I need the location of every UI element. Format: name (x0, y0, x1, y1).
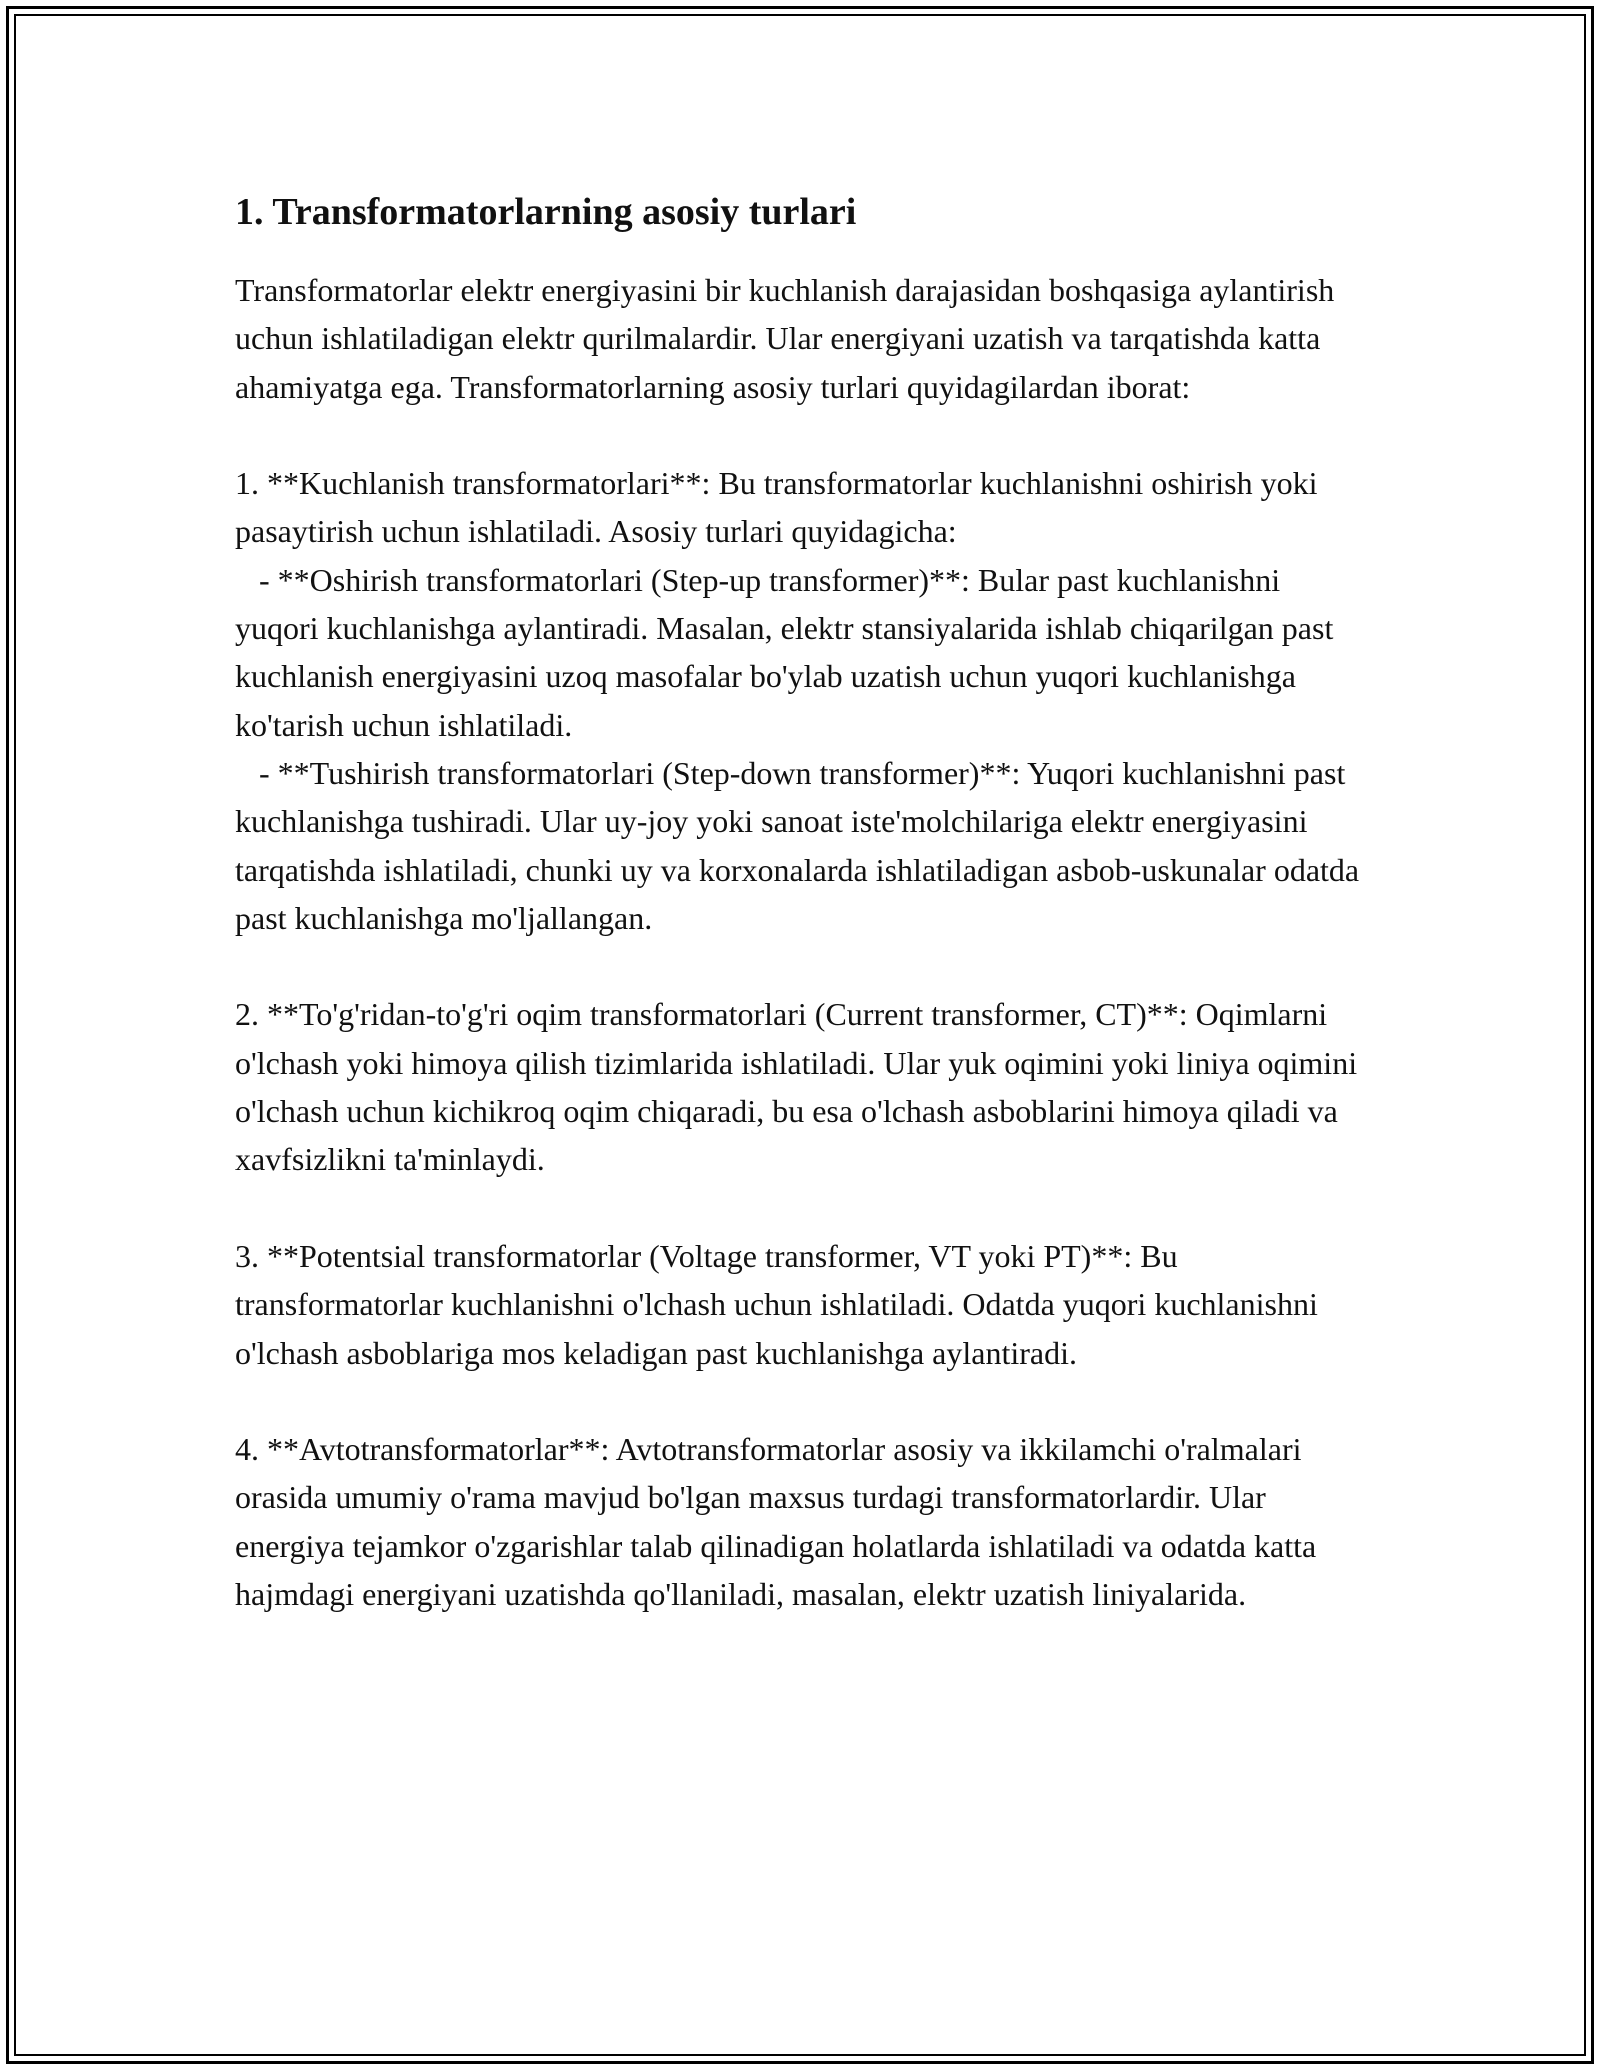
body-paragraph: Transformatorlar elektr energiyasini bir kuchlanish darajasidan boshqasiga aylantirish uchun ishlatiladigan elektr qurilmalardir. Ular energiyani uzatish va tarqatishda katta ahamiyatga ega. Transformatorlarning asosiy turlari quyidagilardan iborat: 1. **Kuchlanish transformatorlari**: Bu transformatorlar kuchlanishni oshirish yoki pasaytirish uchun ishlatiladi. Asosiy turlari quyidagicha: - **Oshirish transformatorlari (Step-up transformer)**: Bular past kuchlanishni yuqori kuchlanishga aylantiradi. Masalan, elektr stansiyalarida ishlab chiqarilgan past kuchlanish energiyasini uzoq masofalar bo'ylab uzatish uchun yuqori kuchlanishga ko'tarish uchun ishlatiladi. - **Tushirish transformatorlari (Step-down transformer)**: Yuqori kuchlanishni past kuchlanishga tushiradi. Ular uy-joy yoki sanoat iste'molchilariga elektr energiyasini tarqatishda ishlatiladi, chunki uy va korxonalarda ishlatiladigan asbob-uskunalar odatda past kuchlanishga mo'ljallangan. 2. **To'g'ridan-to'g'ri oqim transformatorlari (Current transformer, CT)**: Oqimlarni o'lchash yoki himoya qilish tizimlarida ishlatiladi. Ular yuk oqimini yoki liniya oqimini o'lchash uchun kichikroq oqim chiqaradi, bu esa o'lchash asboblarini himoya qiladi va xavfsizlikni ta'minlaydi. 3. **Potentsial transformatorlar (Voltage transformer, VT yoki PT)**: Bu transformatorlar kuchlanishni o'lchash uchun ishlatiladi. Odatda yuqori kuchlanishni o'lchash asboblariga mos keladigan past kuchlanishga aylantiradi. 4. **Avtotransformatorlar**: Avtotransformatorlar asosiy va ikkilamchi o'ralmalari orasida umumiy o'rama mavjud bo'lgan maxsus turdagi transformatorlardir. Ular energiya tejamkor o'zgarishlar talab qilinadigan holatlarda ishlatiladi va odatda katta hajmdagi energiyani uzatishda qo'llaniladi, masalan, elektr uzatish liniyalarida. (235, 272, 1360, 1613)
section-heading: 1. Transformatorlarning asosiy turlari (235, 191, 857, 233)
document-content (235, 186, 1370, 1618)
